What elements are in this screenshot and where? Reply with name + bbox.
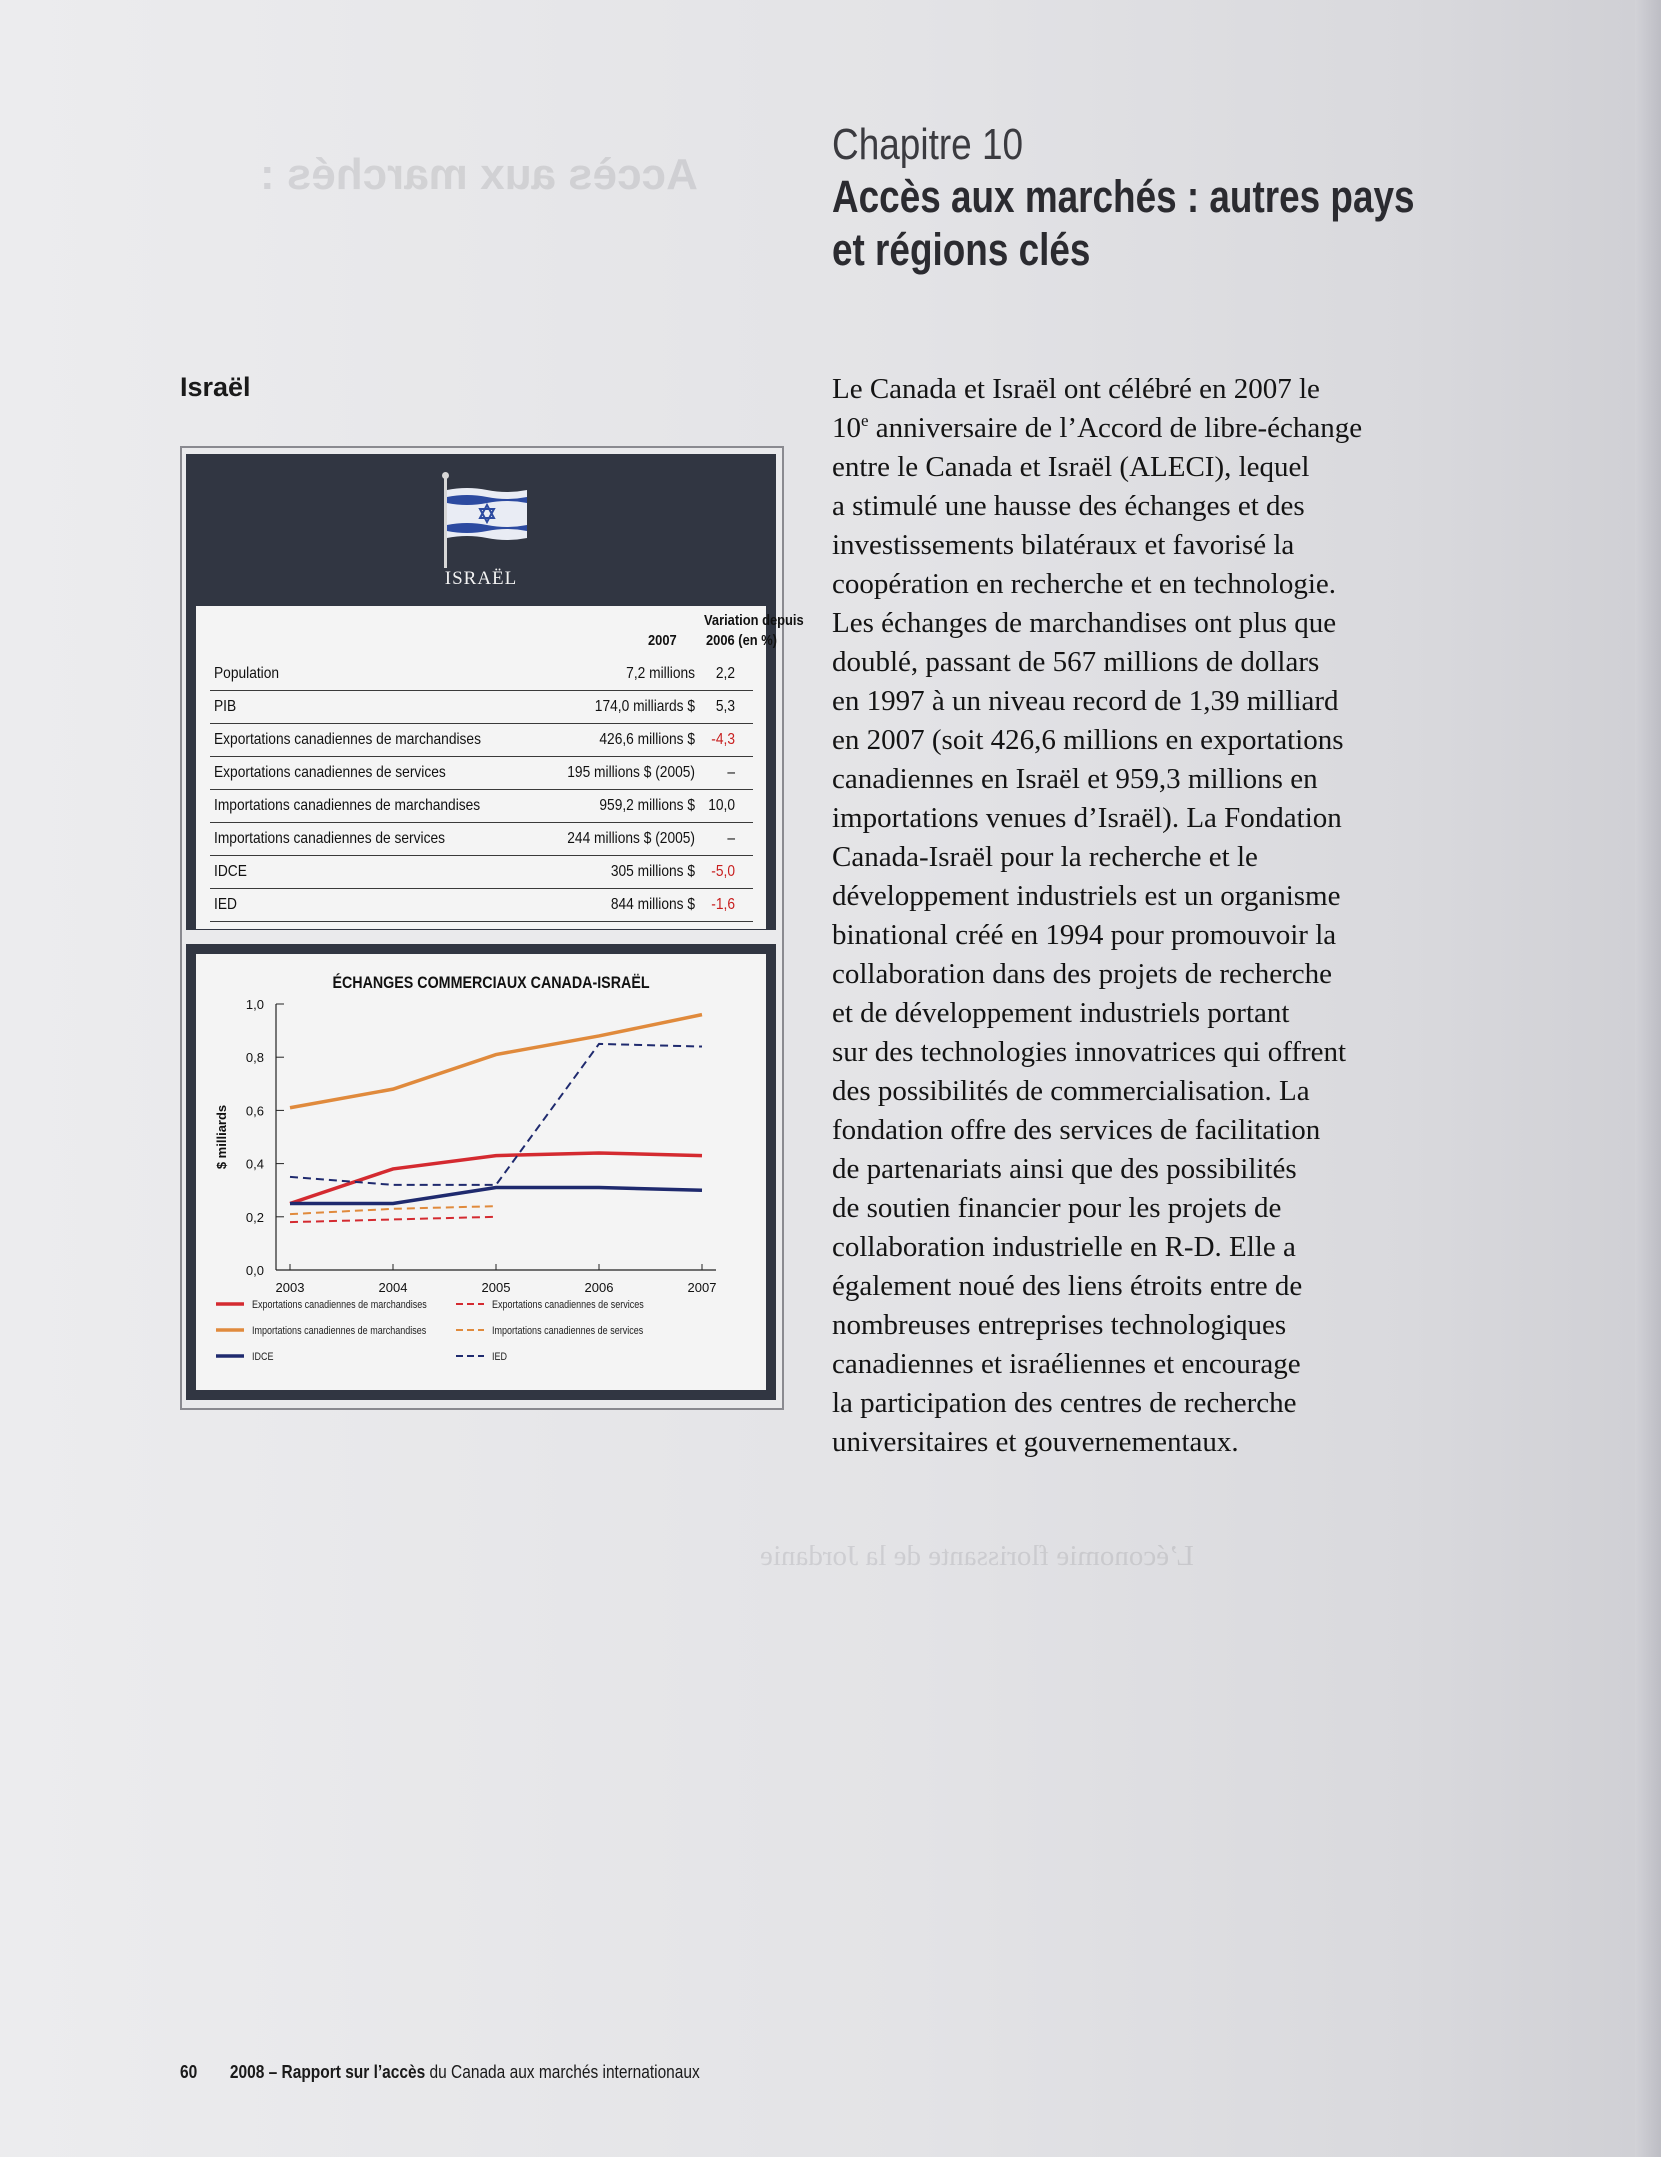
chapter-title-line: et régions clés (832, 224, 1091, 275)
ordinal: 10 (832, 412, 861, 444)
y-tick-label: 0,2 (245, 1209, 264, 1225)
stat-change: -5,0 (711, 863, 735, 880)
body-line: canadiennes et israéliennes et encourage (832, 1348, 1301, 1380)
stat-label: IDCE (214, 863, 247, 880)
body-line: binational créé en 1994 pour promouvoir la (832, 919, 1337, 951)
x-tick-label: 2007 (687, 1280, 717, 1295)
body-line: Canada-Israël pour la recherche et le (832, 841, 1258, 873)
stat-change: 10,0 (708, 797, 735, 814)
body-line: doublé, passant de 567 millions de dollars (832, 646, 1320, 678)
y-axis-label: $ milliards (214, 1104, 229, 1170)
body-line: Les échanges de marchandises ont plus que (832, 607, 1337, 639)
body-line: développement industriels est un organisme (832, 880, 1341, 912)
stat-label: Exportations canadiennes de marchandises (214, 731, 481, 748)
series-line (290, 1206, 496, 1214)
legend-label: Importations canadiennes de services (492, 1325, 644, 1338)
stat-change: – (727, 830, 735, 847)
stat-row (210, 888, 753, 922)
body-paragraph (832, 370, 1432, 1462)
stat-change: -4,3 (711, 731, 735, 748)
body-line: également noué des liens étroits entre de (832, 1270, 1303, 1302)
body-line: coopération en recherche et en technologie. (832, 568, 1337, 600)
series-line (290, 1217, 496, 1222)
stat-row (210, 822, 753, 856)
stat-row (210, 789, 753, 823)
legend-label: Importations canadiennes de marchandises (252, 1325, 427, 1338)
body-line: investissements bilatéraux et favorisé la (832, 529, 1295, 561)
body-line: de partenariats ainsi que des possibilités (832, 1153, 1297, 1185)
footer-title: du Canada aux marchés internationaux (425, 2062, 700, 2082)
x-tick-label: 2003 (275, 1280, 305, 1295)
stat-change: 2,2 (715, 665, 735, 682)
body-line: en 2007 (soit 426,6 millions en exportations (832, 724, 1344, 756)
stat-label: IED (214, 896, 237, 913)
stat-row (210, 756, 753, 790)
bleed-through-text: L’économie florissante de la Jordanie (760, 1540, 1194, 1572)
stat-value-2007: 426,6 millions $ (599, 731, 695, 748)
col-header-2007: 2007 (648, 632, 677, 649)
legend-label: Exportations canadiennes de services (492, 1299, 644, 1312)
series-line (290, 1044, 702, 1185)
chapter-label: Chapitre 10 (832, 120, 1024, 169)
footer-title-bold: 2008 – Rapport sur l’accès (229, 2062, 426, 2082)
stat-row (210, 690, 753, 724)
stat-value-2007: 174,0 milliards $ (594, 698, 695, 715)
stat-value-2007: 844 millions $ (610, 896, 695, 913)
body-line: sur des technologies innovatrices qui offrent (832, 1036, 1347, 1068)
bleed-through-footnotes (180, 1950, 184, 1970)
body-line: a stimulé une hausse des échanges et des (832, 490, 1305, 522)
page-number: 60 (180, 2062, 198, 2082)
series-line (290, 1153, 702, 1204)
body-line: fondation offre des services de facilitation (832, 1114, 1321, 1146)
y-tick-label: 1,0 (245, 997, 264, 1012)
stat-label: Population (214, 665, 280, 682)
legend-label: IED (492, 1351, 508, 1364)
stat-value-2007: 195 millions $ (2005) (567, 764, 695, 781)
stat-label: Exportations canadiennes de services (214, 764, 446, 781)
page-edge-shadow (1635, 0, 1661, 2157)
section-heading: Israël (180, 372, 251, 402)
stat-change: 5,3 (715, 698, 735, 715)
series-line (290, 1188, 702, 1204)
x-tick-label: 2004 (378, 1280, 408, 1295)
country-stats-table (196, 606, 804, 929)
page-footer (180, 2062, 700, 2083)
col-header-change-line2: 2006 (en %) (706, 632, 777, 649)
y-tick-label: 0,0 (245, 1263, 264, 1278)
chapter-title-line: Accès aux marchés : autres pays (832, 171, 1415, 222)
x-tick-label: 2006 (584, 1280, 614, 1295)
stat-value-2007: 7,2 millions (626, 665, 695, 682)
body-line (832, 409, 1432, 448)
stat-value-2007: 244 millions $ (2005) (567, 830, 695, 847)
series-line (290, 1015, 702, 1108)
stat-label: Importations canadiennes de services (214, 830, 445, 847)
body-line: nombreuses entreprises technologiques (832, 1309, 1287, 1341)
trade-chart (196, 954, 766, 1390)
col-header-change-line1: Variation depuis (704, 612, 804, 629)
body-line: universitaires et gouvernementaux. (832, 1426, 1239, 1458)
stat-label: PIB (214, 698, 237, 715)
israel-flag-icon (447, 486, 527, 547)
chapter-title (832, 170, 1415, 276)
body-line-text: anniversaire de l’Accord de libre-échange (875, 412, 1363, 444)
body-line: la participation des centres de recherche (832, 1387, 1297, 1419)
body-line: Le Canada et Israël ont célébré en 2007 le (832, 373, 1320, 405)
body-line: et de développement industriels portant (832, 997, 1290, 1029)
legend-label: Exportations canadiennes de marchandises (252, 1299, 427, 1312)
y-tick-label: 0,6 (245, 1103, 264, 1119)
body-line: collaboration dans des projets de recherche (832, 958, 1333, 990)
stat-change: – (727, 764, 735, 781)
body-line: en 1997 à un niveau record de 1,39 milliard (832, 685, 1339, 717)
stat-label: Importations canadiennes de marchandises (214, 797, 481, 814)
stat-value-2007: 305 millions $ (610, 863, 695, 880)
stat-row (210, 855, 753, 889)
x-tick-label: 2005 (481, 1280, 511, 1295)
stat-row (210, 657, 753, 691)
body-line: collaboration industrielle en R-D. Elle a (832, 1231, 1296, 1263)
legend-label: IDCE (252, 1351, 274, 1364)
y-tick-label: 0,4 (245, 1156, 264, 1172)
stat-value-2007: 959,2 millions $ (599, 797, 695, 814)
body-line: canadiennes en Israël et 959,3 millions en (832, 763, 1318, 795)
bleed-through-text: Accès aux marchés : (260, 150, 698, 199)
body-line: des possibilités de commercialisation. La (832, 1075, 1310, 1107)
body-line: entre le Canada et Israël (ALECI), lequel (832, 451, 1310, 483)
body-line: de soutien financier pour les projets de (832, 1192, 1282, 1224)
ordinal-suffix: e (861, 411, 869, 430)
body-line: importations venues d’Israël). La Fondation (832, 802, 1342, 834)
y-tick-label: 0,8 (245, 1050, 264, 1066)
country-name: ISRAËL (444, 568, 518, 589)
stat-change: -1,6 (711, 896, 735, 913)
chart-title: ÉCHANGES COMMERCIAUX CANADA-ISRAËL (332, 973, 650, 993)
stat-row (210, 723, 753, 757)
